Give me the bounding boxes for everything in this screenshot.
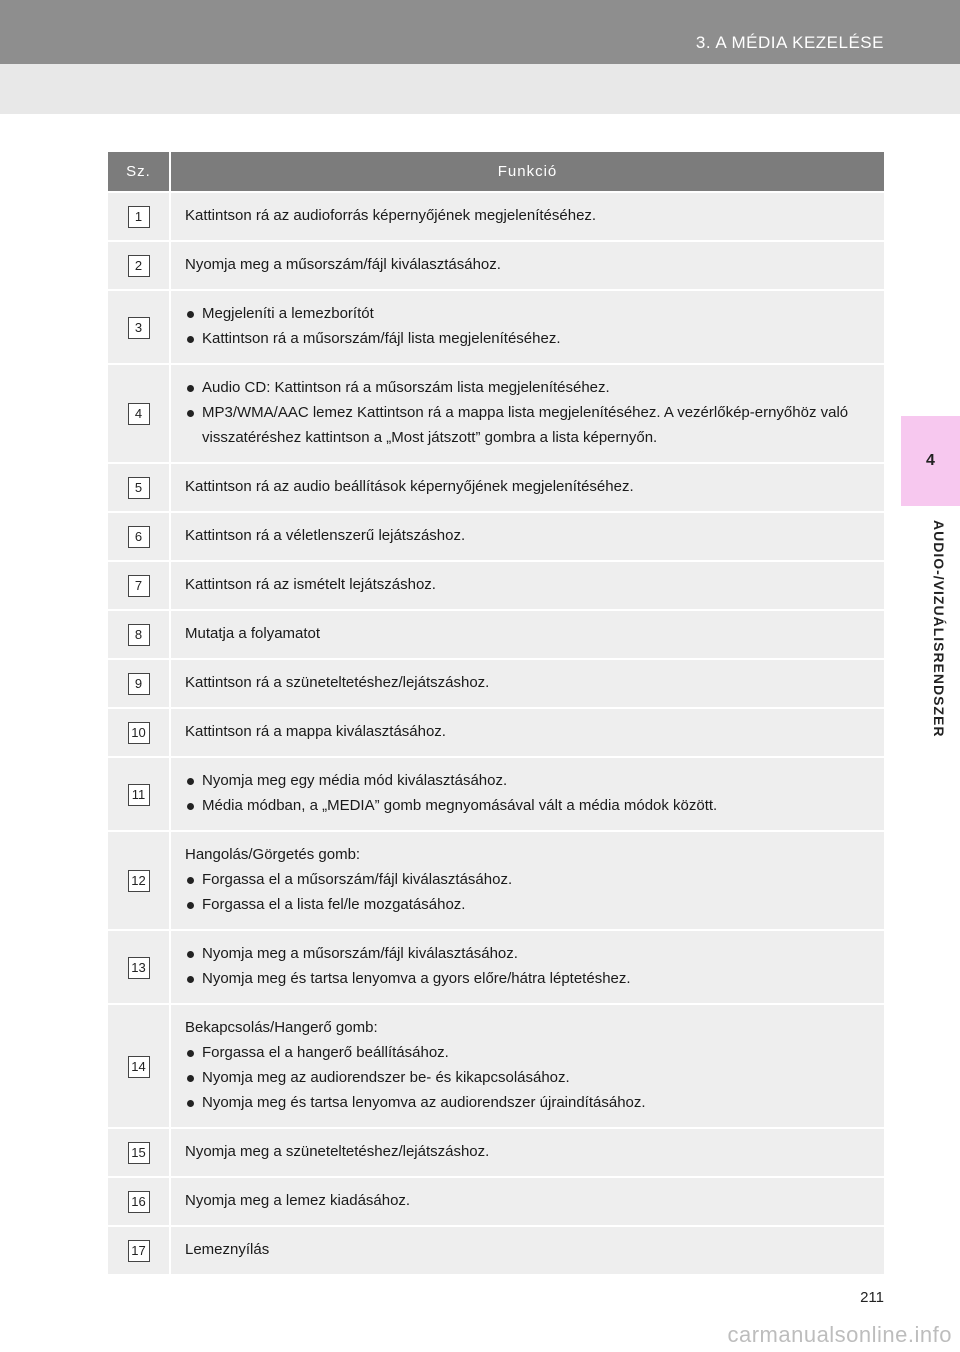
row-number-cell: [108, 1226, 170, 1274]
table-row: [108, 463, 884, 512]
callout-number-box: 8: [128, 624, 150, 646]
table-row: [108, 757, 884, 831]
description-text: Mutatja a folyamatot: [185, 625, 321, 642]
bullet-item: Kattintson rá a műsorszám/fájl lista megjelenítéséhez.: [185, 326, 872, 351]
bullet-item: Média módban, a „MEDIA” gomb megnyomásával vált a média módok között.: [185, 793, 872, 818]
header-subbar: [0, 64, 960, 114]
row-description-cell: [170, 831, 884, 930]
row-description-cell: [170, 1226, 884, 1274]
description-text: Nyomja meg a lemez kiadásához.: [185, 1192, 411, 1209]
bullet-item: Nyomja meg egy média mód kiválasztásához.: [185, 768, 872, 793]
row-description-cell: [170, 192, 884, 241]
table-row: [108, 610, 884, 659]
callout-number-box: 13: [128, 957, 150, 979]
callout-number-box: 2: [128, 255, 150, 277]
table-row: [108, 241, 884, 290]
table-row: [108, 1177, 884, 1226]
callout-number-box: 9: [128, 673, 150, 695]
callout-number-box: 6: [128, 526, 150, 548]
callout-number-box: 5: [128, 477, 150, 499]
row-number-cell: [108, 659, 170, 708]
callout-number-box: 7: [128, 575, 150, 597]
row-description-cell: [170, 1128, 884, 1177]
bullet-item: Nyomja meg a műsorszám/fájl kiválasztásához.: [185, 941, 872, 966]
table-row: [108, 364, 884, 463]
row-description-cell: [170, 659, 884, 708]
callout-number-box: 12: [128, 870, 150, 892]
description-text: Kattintson rá a szüneteltetéshez/lejátszáshoz.: [185, 674, 490, 691]
row-description-cell: [170, 512, 884, 561]
table-row: [108, 512, 884, 561]
callout-number-box: 17: [128, 1240, 150, 1262]
bullet-item: Nyomja meg és tartsa lenyomva az audiorendszer újraindításához.: [185, 1090, 872, 1115]
bullet-item: Forgassa el a lista fel/le mozgatásához.: [185, 892, 872, 917]
row-number-cell: [108, 930, 170, 1004]
section-title: 3. A MÉDIA KEZELÉSE: [695, 33, 884, 52]
row-description-cell: [170, 708, 884, 757]
bullet-item: Megjeleníti a lemezborítót: [185, 301, 872, 326]
table-row: [108, 561, 884, 610]
header-bar: [0, 0, 960, 64]
row-description-cell: [170, 610, 884, 659]
table-row: [108, 1128, 884, 1177]
bullet-item: Nyomja meg az audiorendszer be- és kikapcsolásához.: [185, 1065, 872, 1090]
row-number-cell: [108, 1177, 170, 1226]
row-number-cell: [108, 708, 170, 757]
row-number-cell: [108, 561, 170, 610]
callout-number-box: 11: [128, 784, 150, 806]
row-description-cell: [170, 561, 884, 610]
row-number-cell: [108, 831, 170, 930]
watermark: carmanualsonline.info: [727, 1322, 952, 1347]
row-number-cell: [108, 1004, 170, 1128]
callout-number-box: 4: [128, 403, 150, 425]
header-number: Sz.: [108, 152, 170, 192]
table-row: [108, 831, 884, 930]
header-function: Funkció: [170, 152, 884, 192]
bullet-item: Forgassa el a hangerő beállításához.: [185, 1040, 872, 1065]
row-description-cell: [170, 930, 884, 1004]
callout-number-box: 16: [128, 1191, 150, 1213]
table-row: [108, 1004, 884, 1128]
row-description-cell: [170, 463, 884, 512]
table-header-row: [108, 152, 884, 192]
description-text: Bekapcsolás/Hangerő gomb:: [185, 1019, 378, 1036]
row-number-cell: [108, 241, 170, 290]
row-number-cell: [108, 192, 170, 241]
table-row: [108, 659, 884, 708]
chapter-tab: [901, 506, 960, 786]
row-description-cell: [170, 1004, 884, 1128]
table-row: [108, 192, 884, 241]
description-text: Kattintson rá a véletlenszerű lejátszáshoz.: [185, 527, 466, 544]
row-description-cell: [170, 1177, 884, 1226]
row-number-cell: [108, 290, 170, 364]
table-body: [108, 192, 884, 1274]
bullet-item: Forgassa el a műsorszám/fájl kiválasztásához.: [185, 867, 872, 892]
callout-number-box: 3: [128, 317, 150, 339]
row-number-cell: [108, 512, 170, 561]
bullet-item: Audio CD: Kattintson rá a műsorszám lista megjelenítéséhez.: [185, 375, 872, 400]
description-text: Nyomja meg a szüneteltetéshez/lejátszáshoz.: [185, 1143, 490, 1160]
callout-number-box: 10: [128, 722, 150, 744]
callout-number-box: 15: [128, 1142, 150, 1164]
bullet-item: Nyomja meg és tartsa lenyomva a gyors előre/hátra léptetéshez.: [185, 966, 872, 991]
row-description-cell: [170, 241, 884, 290]
row-number-cell: [108, 364, 170, 463]
callout-number-box: 1: [128, 206, 150, 228]
description-text: Hangolás/Görgetés gomb:: [185, 846, 361, 863]
callout-number-box: 14: [128, 1056, 150, 1078]
description-text: Kattintson rá az audioforrás képernyőjének megjelenítéséhez.: [185, 207, 597, 224]
description-text: Nyomja meg a műsorszám/fájl kiválasztásához.: [185, 256, 501, 273]
description-text: Kattintson rá az audio beállítások képernyőjének megjelenítéséhez.: [185, 478, 634, 495]
row-description-cell: [170, 290, 884, 364]
row-number-cell: [108, 757, 170, 831]
description-text: Lemeznyílás: [185, 1241, 270, 1258]
description-text: Kattintson rá az ismételt lejátszáshoz.: [185, 576, 436, 593]
table-row: [108, 708, 884, 757]
chapter-tab-number: 4: [901, 416, 960, 506]
table-row: [108, 930, 884, 1004]
bullet-item: MP3/WMA/AAC lemez Kattintson rá a mappa lista megjelenítéséhez. A vezérlőkép-ernyőhöz való visszatéréshez kattintson a „Most játszott” gombra a lista képernyőn.: [185, 400, 872, 450]
table-row: [108, 290, 884, 364]
table-row: [108, 1226, 884, 1274]
page-number: 211: [860, 1289, 884, 1306]
row-description-cell: [170, 757, 884, 831]
description-text: Kattintson rá a mappa kiválasztásához.: [185, 723, 446, 740]
row-description-cell: [170, 364, 884, 463]
row-number-cell: [108, 610, 170, 659]
row-number-cell: [108, 1128, 170, 1177]
chapter-tab-title: AUDIO-/VIZUÁLISRENDSZER: [931, 520, 947, 738]
function-table: [108, 152, 884, 1274]
row-number-cell: [108, 463, 170, 512]
